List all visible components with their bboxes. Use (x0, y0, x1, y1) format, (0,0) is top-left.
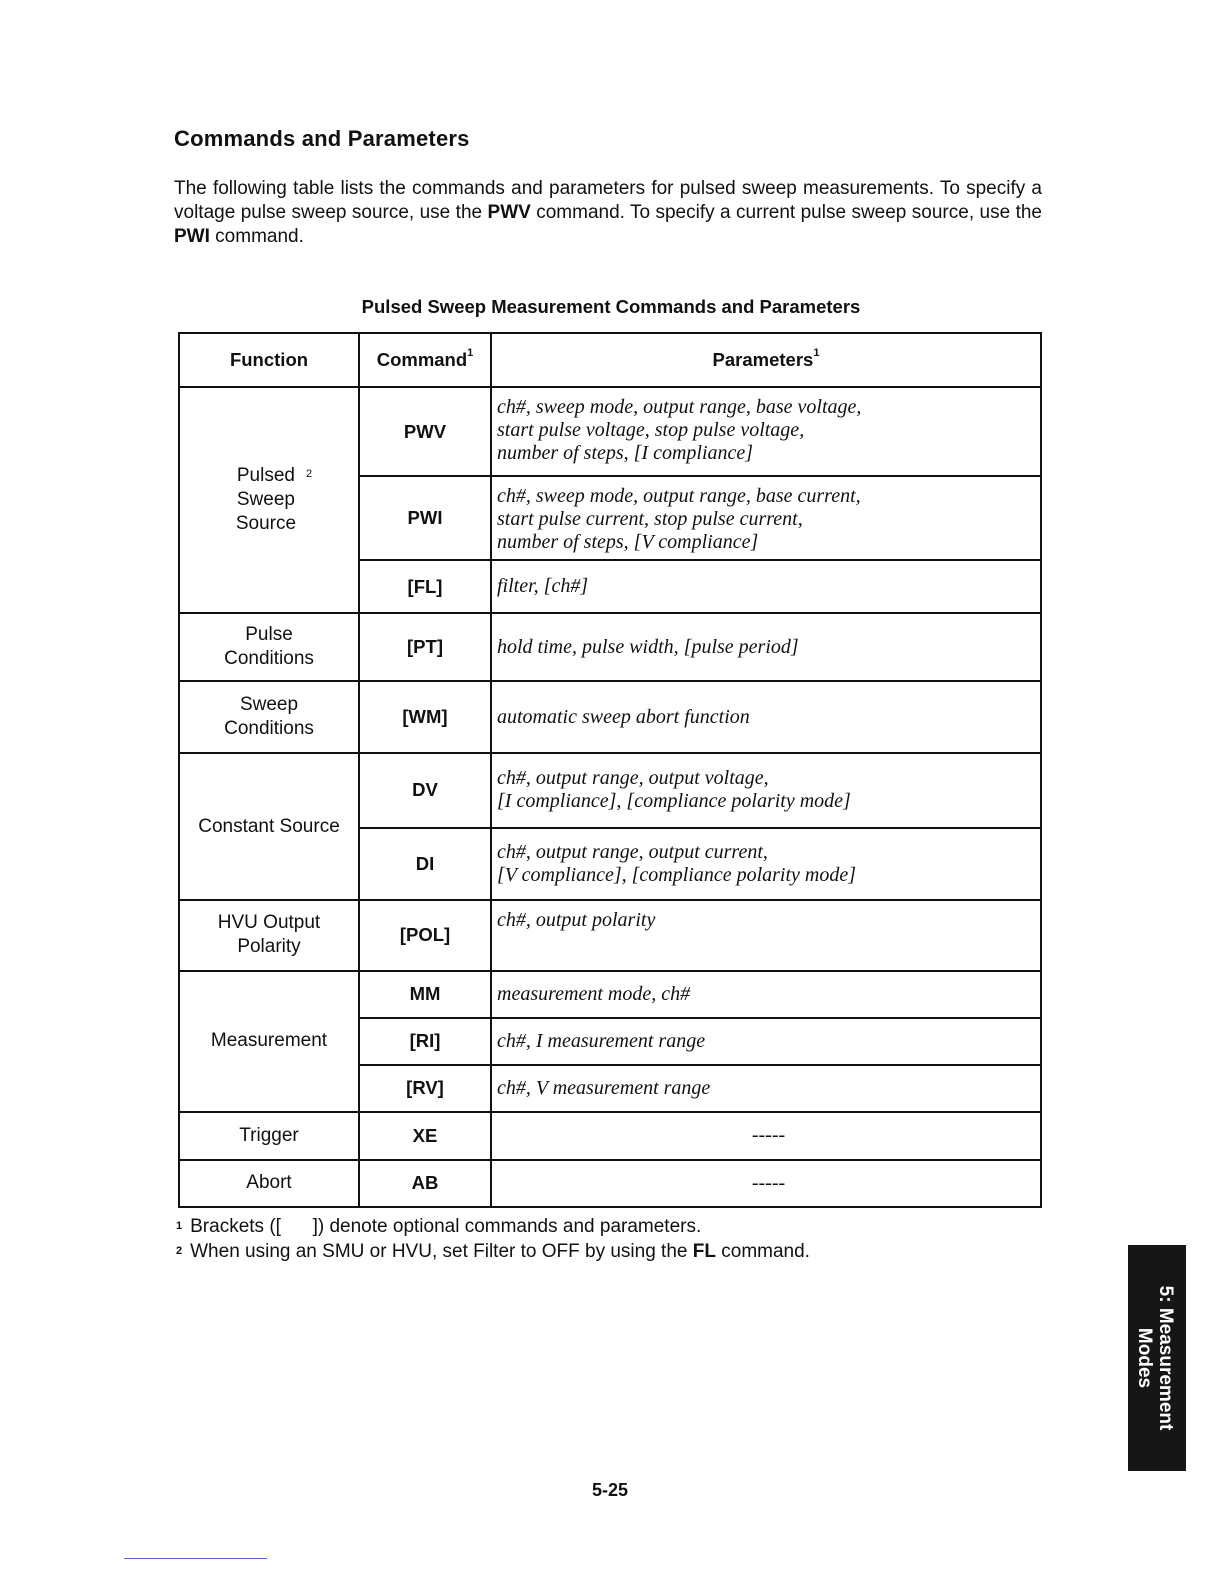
table-row (179, 387, 1041, 476)
command-cell: MM (359, 971, 491, 1018)
function-cell: Pulse Conditions (179, 613, 359, 681)
parameters-cell: automatic sweep abort function (491, 681, 1041, 753)
parameters-cell: ch#, sweep mode, output range, base current, start pulse current, stop pulse current, number of steps, [V compliance] (491, 476, 1041, 560)
footnote-2: $^2$ When using an SMU or HVU, set Filter to OFF by using the FL command. (176, 1241, 810, 1262)
table-row (179, 1160, 1041, 1207)
header-parameters: Parameters$^1$ (491, 333, 1041, 387)
command-cell: AB (359, 1160, 491, 1207)
table-row (179, 1112, 1041, 1160)
parameters-cell: ch#, sweep mode, output range, base voltage, start pulse voltage, stop pulse voltage, number of steps, [I compliance] (491, 387, 1041, 476)
command-cell: PWI (359, 476, 491, 560)
function-cell: Abort (179, 1160, 359, 1207)
function-cell: Trigger (179, 1112, 359, 1160)
parameters-cell: ch#, output range, output voltage, [I compliance], [compliance polarity mode] (491, 753, 1041, 827)
parameters-cell: hold time, pulse width, [pulse period] (491, 613, 1041, 681)
command-cell: DV (359, 753, 491, 827)
pwi-command-ref: PWI (174, 226, 210, 247)
command-cell: [RI] (359, 1018, 491, 1065)
header-command: Command$^1$ (359, 333, 491, 387)
table-row (179, 971, 1041, 1018)
function-cell: Pulsed Sweep Source$^2$ (179, 387, 359, 613)
parameters-cell: ch#, output range, output current, [V compliance], [compliance polarity mode] (491, 828, 1041, 900)
command-cell: PWV (359, 387, 491, 476)
command-cell: [WM] (359, 681, 491, 753)
table-row (179, 900, 1041, 971)
footnote-1: $^1$ Brackets ([ ]) denote optional commands and parameters. (176, 1216, 702, 1237)
table-header-row (179, 333, 1041, 387)
parameters-cell: filter, [ch#] (491, 560, 1041, 613)
table-row (179, 613, 1041, 681)
function-cell: HVU Output Polarity (179, 900, 359, 971)
command-cell: [RV] (359, 1065, 491, 1112)
command-cell: XE (359, 1112, 491, 1160)
section-heading: Commands and Parameters (174, 126, 470, 151)
pwv-command-ref: PWV (487, 202, 531, 223)
command-cell: DI (359, 828, 491, 900)
footnotes (176, 1214, 810, 1264)
parameters-cell: ----- (491, 1112, 1041, 1160)
command-cell: [PT] (359, 613, 491, 681)
commands-table (178, 332, 1042, 1208)
parameters-cell: ----- (491, 1160, 1041, 1207)
page-number: 5-25 (591, 1480, 629, 1500)
function-cell: Measurement (179, 971, 359, 1112)
table-caption: Pulsed Sweep Measurement Commands and Parameters (361, 296, 861, 317)
command-cell: [POL] (359, 900, 491, 971)
parameters-cell: ch#, output polarity (491, 900, 1041, 971)
header-function: Function (179, 333, 359, 387)
function-cell: Sweep Conditions (179, 681, 359, 753)
table-row (179, 681, 1041, 753)
parameters-cell: measurement mode, ch# (491, 971, 1041, 1018)
table-row (179, 753, 1041, 827)
command-cell: [FL] (359, 560, 491, 613)
footer-rule (124, 1558, 267, 1559)
intro-paragraph: The following table lists the commands and parameters for pulsed sweep measurements. To specify a voltage pulse sweep source, use the PWV command. To specify a current pulse sweep source, use the PWI command. (174, 178, 1042, 247)
function-cell: Constant Source (179, 753, 359, 899)
parameters-cell: ch#, V measurement range (491, 1065, 1041, 1112)
chapter-tab-label: 5: Measurement Modes (1134, 1285, 1176, 1431)
parameters-cell: ch#, I measurement range (491, 1018, 1041, 1065)
chapter-tab (1128, 1245, 1186, 1471)
